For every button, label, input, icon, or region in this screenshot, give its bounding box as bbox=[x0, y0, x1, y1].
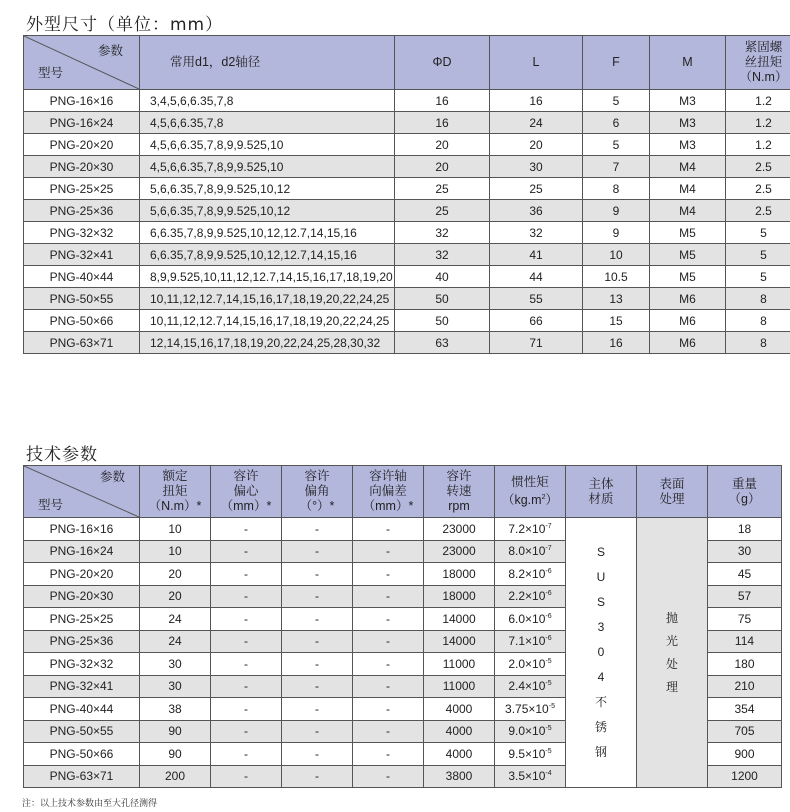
screw-size-cell: M5 bbox=[650, 244, 726, 266]
diagonal-header-cell bbox=[24, 36, 140, 90]
shaft-diameters-cell: 12,14,15,16,17,18,19,20,22,24,25,28,30,32 bbox=[140, 332, 395, 354]
surface-cell: 抛 光 处 理 bbox=[637, 518, 708, 788]
tech-params-table bbox=[23, 465, 782, 788]
axial-cell: - bbox=[353, 743, 424, 766]
rated-torque-cell: 10 bbox=[140, 518, 211, 541]
axial-cell: - bbox=[353, 608, 424, 631]
model-header-label: 型号 bbox=[38, 66, 64, 80]
screw-size-cell: M6 bbox=[650, 310, 726, 332]
screw-torque-cell: 2.5 bbox=[726, 200, 790, 222]
inertia-base: 8.0×10 bbox=[508, 544, 546, 559]
angle-header: 容许 偏角 （°）* bbox=[282, 466, 353, 518]
eccentric-cell: - bbox=[211, 675, 282, 698]
model-cell: PNG-32×32 bbox=[24, 653, 140, 676]
weight-cell: 30 bbox=[708, 540, 782, 563]
outer-diameter-cell: 50 bbox=[395, 310, 490, 332]
shaft-diameters-cell: 5,6,6.35,7,8,9,9.525,10,12 bbox=[140, 200, 395, 222]
shaft-diameters-cell: 3,4,5,6,6.35,7,8 bbox=[140, 90, 395, 112]
f-cell: 16 bbox=[583, 332, 650, 354]
weight-cell: 1200 bbox=[708, 765, 782, 788]
inertia-exponent: -5 bbox=[548, 702, 555, 710]
model-cell: PNG-25×25 bbox=[24, 178, 140, 200]
screw-size-cell: M5 bbox=[650, 266, 726, 288]
axial-cell: - bbox=[353, 518, 424, 541]
screw-torque-cell: 8 bbox=[726, 288, 790, 310]
rated-torque-cell: 24 bbox=[140, 630, 211, 653]
rated-torque-header: 额定 扭矩 （N.m）* bbox=[140, 466, 211, 518]
outer-diameter-cell: 63 bbox=[395, 332, 490, 354]
eccentric-cell: - bbox=[211, 540, 282, 563]
angle-cell: - bbox=[282, 698, 353, 721]
inertia-exponent: -6 bbox=[545, 567, 552, 575]
speed-cell: 4000 bbox=[424, 698, 495, 721]
screw-torque-cell: 5 bbox=[726, 266, 790, 288]
speed-cell: 4000 bbox=[424, 720, 495, 743]
inertia-cell bbox=[495, 630, 566, 653]
rated-torque-cell: 20 bbox=[140, 563, 211, 586]
param-header-label: 参数 bbox=[97, 44, 123, 58]
rated-torque-cell: 10 bbox=[140, 540, 211, 563]
angle-cell: - bbox=[282, 743, 353, 766]
inertia-base: 3.75×10 bbox=[505, 701, 549, 716]
outer-diameter-cell: 16 bbox=[395, 90, 490, 112]
model-cell: PNG-16×24 bbox=[24, 540, 140, 563]
screw-torque-cell: 2.5 bbox=[726, 156, 790, 178]
axial-cell: - bbox=[353, 563, 424, 586]
inertia-exponent: -5 bbox=[545, 725, 552, 733]
model-cell: PNG-20×30 bbox=[24, 585, 140, 608]
speed-cell: 14000 bbox=[424, 608, 495, 631]
model-cell: PNG-32×32 bbox=[24, 222, 140, 244]
screw-size-cell: M5 bbox=[650, 222, 726, 244]
inertia-cell bbox=[495, 743, 566, 766]
screw-torque-cell: 1.2 bbox=[726, 90, 790, 112]
f-cell: 10 bbox=[583, 244, 650, 266]
speed-cell: 11000 bbox=[424, 675, 495, 698]
weight-cell: 18 bbox=[708, 518, 782, 541]
material-header: 主体 材质 bbox=[566, 466, 637, 518]
length-cell: 16 bbox=[490, 90, 583, 112]
rated-torque-cell: 90 bbox=[140, 720, 211, 743]
rated-torque-cell: 90 bbox=[140, 743, 211, 766]
material-cell: S U S 3 0 4 不 锈 钢 bbox=[566, 518, 637, 788]
weight-cell: 45 bbox=[708, 563, 782, 586]
table-row bbox=[24, 90, 790, 112]
angle-cell: - bbox=[282, 540, 353, 563]
screw-torque-header: 紧固螺 丝扭矩 （N.m） bbox=[726, 36, 790, 90]
diagonal-header-cell-2 bbox=[24, 466, 140, 518]
shaft-diameters-cell: 4,5,6,6.35,7,8,9,9.525,10 bbox=[140, 156, 395, 178]
weight-cell: 57 bbox=[708, 585, 782, 608]
angle-cell: - bbox=[282, 765, 353, 788]
inertia-exponent: -5 bbox=[545, 657, 552, 665]
eccentric-cell: - bbox=[211, 563, 282, 586]
model-cell: PNG-50×55 bbox=[24, 720, 140, 743]
speed-cell: 14000 bbox=[424, 630, 495, 653]
table-row bbox=[24, 112, 790, 134]
angle-cell: - bbox=[282, 720, 353, 743]
axial-cell: - bbox=[353, 675, 424, 698]
param-header-label-2: 参数 bbox=[99, 470, 125, 484]
table-row bbox=[24, 518, 782, 541]
model-cell: PNG-20×20 bbox=[24, 563, 140, 586]
screw-torque-cell: 5 bbox=[726, 222, 790, 244]
shaft-diameters-cell: 4,5,6,6.35,7,8 bbox=[140, 112, 395, 134]
angle-cell: - bbox=[282, 653, 353, 676]
speed-cell: 4000 bbox=[424, 743, 495, 766]
table-row bbox=[24, 332, 790, 354]
f-cell: 15 bbox=[583, 310, 650, 332]
model-cell: PNG-25×36 bbox=[24, 200, 140, 222]
model-cell: PNG-20×30 bbox=[24, 156, 140, 178]
screw-size-cell: M6 bbox=[650, 332, 726, 354]
inertia-base: 3.5×10 bbox=[508, 769, 546, 784]
screw-torque-cell: 1.2 bbox=[726, 134, 790, 156]
shaft-diameters-cell: 10,11,12,12.7,14,15,16,17,18,19,20,22,24,25 bbox=[140, 288, 395, 310]
length-cell: 66 bbox=[490, 310, 583, 332]
outer-diameter-cell: 50 bbox=[395, 288, 490, 310]
inertia-exponent: -5 bbox=[545, 680, 552, 688]
angle-cell: - bbox=[282, 675, 353, 698]
speed-cell: 3800 bbox=[424, 765, 495, 788]
inertia-cell bbox=[495, 653, 566, 676]
screw-size-cell: M3 bbox=[650, 112, 726, 134]
speed-cell: 11000 bbox=[424, 653, 495, 676]
length-cell: 55 bbox=[490, 288, 583, 310]
axial-cell: - bbox=[353, 720, 424, 743]
screw-size-header: M bbox=[650, 36, 726, 90]
f-cell: 5 bbox=[583, 134, 650, 156]
dimensions-section-title: 外型尺寸（单位：mm） bbox=[26, 15, 224, 35]
length-cell: 44 bbox=[490, 266, 583, 288]
model-cell: PNG-16×24 bbox=[24, 112, 140, 134]
shaft-diameter-header: 常用d1，d2轴径 bbox=[140, 36, 395, 90]
footnote: 注：以上技术参数由至大孔径测得 bbox=[22, 799, 158, 809]
inertia-exponent: -6 bbox=[545, 590, 552, 598]
model-cell: PNG-50×66 bbox=[24, 310, 140, 332]
f-cell: 13 bbox=[583, 288, 650, 310]
outer-diameter-cell: 25 bbox=[395, 200, 490, 222]
length-cell: 24 bbox=[490, 112, 583, 134]
rated-torque-cell: 24 bbox=[140, 608, 211, 631]
rated-torque-cell: 200 bbox=[140, 765, 211, 788]
length-cell: 71 bbox=[490, 332, 583, 354]
screw-size-cell: M3 bbox=[650, 134, 726, 156]
dimensions-table bbox=[23, 35, 790, 354]
model-header-label-2: 型号 bbox=[38, 498, 64, 512]
model-cell: PNG-25×36 bbox=[24, 630, 140, 653]
screw-size-cell: M4 bbox=[650, 200, 726, 222]
shaft-diameters-cell: 6,6.35,7,8,9,9.525,10,12,12.7,14,15,16 bbox=[140, 244, 395, 266]
table-row bbox=[24, 178, 790, 200]
speed-cell: 23000 bbox=[424, 518, 495, 541]
outer-diameter-cell: 16 bbox=[395, 112, 490, 134]
inertia-base: 6.0×10 bbox=[508, 611, 546, 626]
inertia-cell bbox=[495, 518, 566, 541]
shaft-diameters-cell: 10,11,12,12.7,14,15,16,17,18,19,20,22,24,25 bbox=[140, 310, 395, 332]
eccentric-cell: - bbox=[211, 720, 282, 743]
rated-torque-cell: 30 bbox=[140, 675, 211, 698]
screw-torque-cell: 8 bbox=[726, 332, 790, 354]
f-cell: 10.5 bbox=[583, 266, 650, 288]
weight-cell: 210 bbox=[708, 675, 782, 698]
f-cell: 5 bbox=[583, 90, 650, 112]
outer-diameter-cell: 32 bbox=[395, 222, 490, 244]
screw-torque-cell: 5 bbox=[726, 244, 790, 266]
f-dimension-header: F bbox=[583, 36, 650, 90]
angle-cell: - bbox=[282, 563, 353, 586]
model-cell: PNG-32×41 bbox=[24, 675, 140, 698]
tech-params-section-title: 技术参数 bbox=[26, 445, 98, 465]
speed-cell: 18000 bbox=[424, 585, 495, 608]
model-cell: PNG-50×55 bbox=[24, 288, 140, 310]
outer-diameter-header: ΦD bbox=[395, 36, 490, 90]
rated-torque-cell: 20 bbox=[140, 585, 211, 608]
screw-size-cell: M6 bbox=[650, 288, 726, 310]
inertia-exponent: -7 bbox=[545, 545, 552, 553]
screw-size-cell: M4 bbox=[650, 178, 726, 200]
inertia-exponent: -6 bbox=[545, 635, 552, 643]
axial-cell: - bbox=[353, 585, 424, 608]
inertia-exponent: -7 bbox=[545, 522, 552, 530]
inertia-header: 惯性矩 $(kg.m^2)$ bbox=[495, 466, 566, 518]
axial-header: 容许轴 向偏差 （mm）* bbox=[353, 466, 424, 518]
inertia-cell bbox=[495, 585, 566, 608]
axial-cell: - bbox=[353, 630, 424, 653]
model-cell: PNG-25×25 bbox=[24, 608, 140, 631]
inertia-base: 2.4×10 bbox=[508, 679, 546, 694]
angle-cell: - bbox=[282, 630, 353, 653]
outer-diameter-cell: 20 bbox=[395, 156, 490, 178]
table-row bbox=[24, 156, 790, 178]
weight-cell: 114 bbox=[708, 630, 782, 653]
weight-header: 重量 （g） bbox=[708, 466, 782, 518]
inertia-cell bbox=[495, 540, 566, 563]
angle-cell: - bbox=[282, 608, 353, 631]
weight-cell: 180 bbox=[708, 653, 782, 676]
weight-cell: 354 bbox=[708, 698, 782, 721]
table-row bbox=[24, 310, 790, 332]
model-cell: PNG-40×44 bbox=[24, 266, 140, 288]
angle-cell: - bbox=[282, 585, 353, 608]
inertia-cell bbox=[495, 698, 566, 721]
inertia-cell bbox=[495, 563, 566, 586]
eccentric-header: 容许 偏心 （mm）* bbox=[211, 466, 282, 518]
shaft-diameters-cell: 6,6.35,7,8,9,9.525,10,12,12.7,14,15,16 bbox=[140, 222, 395, 244]
surface-header: 表面 处理 bbox=[637, 466, 708, 518]
inertia-base: 2.0×10 bbox=[508, 656, 546, 671]
inertia-base: 9.5×10 bbox=[508, 746, 546, 761]
f-cell: 7 bbox=[583, 156, 650, 178]
length-cell: 41 bbox=[490, 244, 583, 266]
axial-cell: - bbox=[353, 698, 424, 721]
length-cell: 36 bbox=[490, 200, 583, 222]
eccentric-cell: - bbox=[211, 518, 282, 541]
eccentric-cell: - bbox=[211, 630, 282, 653]
model-cell: PNG-32×41 bbox=[24, 244, 140, 266]
screw-torque-cell: 1.2 bbox=[726, 112, 790, 134]
table-row bbox=[24, 288, 790, 310]
model-cell: PNG-63×71 bbox=[24, 332, 140, 354]
eccentric-cell: - bbox=[211, 743, 282, 766]
f-cell: 6 bbox=[583, 112, 650, 134]
screw-size-cell: M4 bbox=[650, 156, 726, 178]
outer-diameter-cell: 40 bbox=[395, 266, 490, 288]
inertia-exponent: -6 bbox=[545, 612, 552, 620]
table-row bbox=[24, 200, 790, 222]
screw-torque-cell: 2.5 bbox=[726, 178, 790, 200]
table-row bbox=[24, 134, 790, 156]
inertia-base: 9.0×10 bbox=[508, 724, 546, 739]
shaft-diameters-cell: 5,6,6.35,7,8,9,9.525,10,12 bbox=[140, 178, 395, 200]
length-header: L bbox=[490, 36, 583, 90]
model-cell: PNG-16×16 bbox=[24, 518, 140, 541]
eccentric-cell: - bbox=[211, 608, 282, 631]
inertia-cell bbox=[495, 720, 566, 743]
speed-cell: 23000 bbox=[424, 540, 495, 563]
rated-torque-cell: 30 bbox=[140, 653, 211, 676]
weight-cell: 705 bbox=[708, 720, 782, 743]
model-cell: PNG-16×16 bbox=[24, 90, 140, 112]
weight-cell: 75 bbox=[708, 608, 782, 631]
model-cell: PNG-20×20 bbox=[24, 134, 140, 156]
model-cell: PNG-40×44 bbox=[24, 698, 140, 721]
f-cell: 9 bbox=[583, 200, 650, 222]
inertia-exponent: -4 bbox=[545, 770, 552, 778]
speed-header: 容许 转速 rpm bbox=[424, 466, 495, 518]
screw-size-cell: M3 bbox=[650, 90, 726, 112]
model-cell: PNG-63×71 bbox=[24, 765, 140, 788]
length-cell: 25 bbox=[490, 178, 583, 200]
angle-cell: - bbox=[282, 518, 353, 541]
inertia-cell bbox=[495, 765, 566, 788]
eccentric-cell: - bbox=[211, 698, 282, 721]
eccentric-cell: - bbox=[211, 765, 282, 788]
shaft-diameters-cell: 4,5,6,6.35,7,8,9,9.525,10 bbox=[140, 134, 395, 156]
f-cell: 8 bbox=[583, 178, 650, 200]
table-row bbox=[24, 244, 790, 266]
inertia-cell bbox=[495, 675, 566, 698]
shaft-diameters-cell: 8,9,9.525,10,11,12,12.7,14,15,16,17,18,19,20 bbox=[140, 266, 395, 288]
inertia-base: 7.1×10 bbox=[508, 634, 546, 649]
length-cell: 30 bbox=[490, 156, 583, 178]
rated-torque-cell: 38 bbox=[140, 698, 211, 721]
inertia-base: 7.2×10 bbox=[508, 521, 546, 536]
weight-cell: 900 bbox=[708, 743, 782, 766]
table-row bbox=[24, 266, 790, 288]
inertia-base: 2.2×10 bbox=[508, 589, 546, 604]
screw-torque-cell: 8 bbox=[726, 310, 790, 332]
outer-diameter-cell: 20 bbox=[395, 134, 490, 156]
speed-cell: 18000 bbox=[424, 563, 495, 586]
length-cell: 32 bbox=[490, 222, 583, 244]
axial-cell: - bbox=[353, 540, 424, 563]
table-row bbox=[24, 222, 790, 244]
axial-cell: - bbox=[353, 765, 424, 788]
eccentric-cell: - bbox=[211, 585, 282, 608]
length-cell: 20 bbox=[490, 134, 583, 156]
outer-diameter-cell: 32 bbox=[395, 244, 490, 266]
outer-diameter-cell: 25 bbox=[395, 178, 490, 200]
f-cell: 9 bbox=[583, 222, 650, 244]
model-cell: PNG-50×66 bbox=[24, 743, 140, 766]
inertia-cell bbox=[495, 608, 566, 631]
inertia-base: 8.2×10 bbox=[508, 566, 546, 581]
eccentric-cell: - bbox=[211, 653, 282, 676]
inertia-exponent: -5 bbox=[545, 747, 552, 755]
axial-cell: - bbox=[353, 653, 424, 676]
